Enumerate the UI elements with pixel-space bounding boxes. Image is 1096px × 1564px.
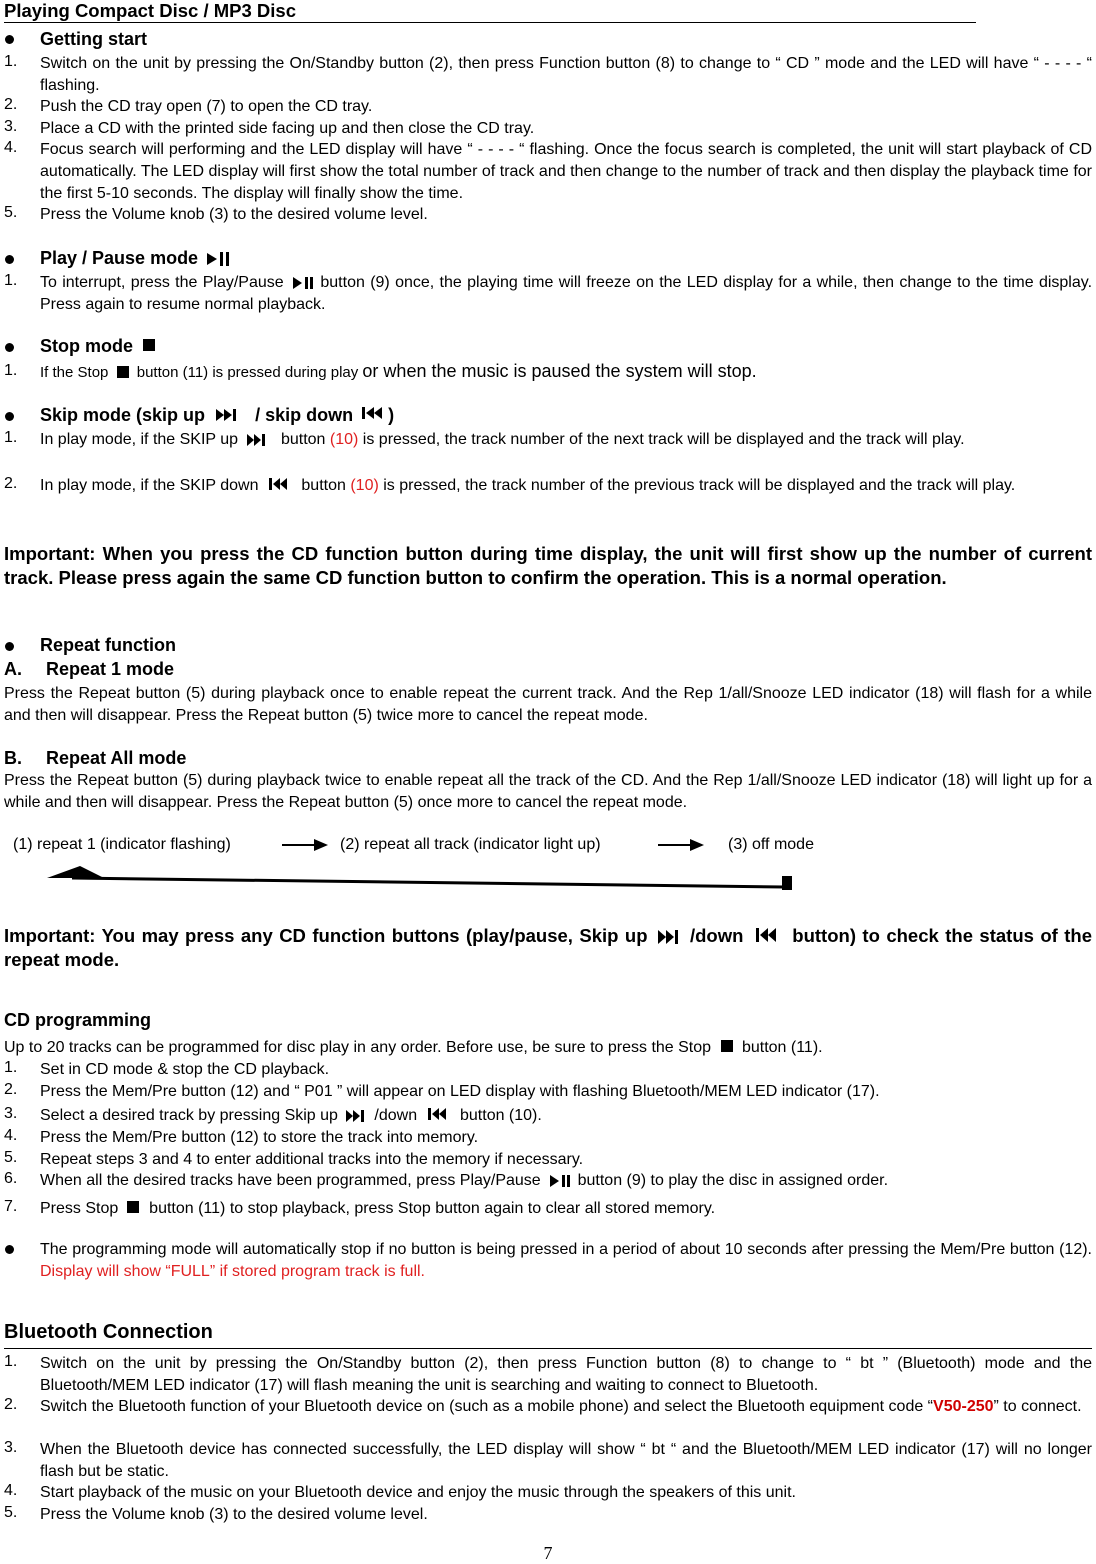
list-item <box>40 272 1092 316</box>
list-number: 5. <box>4 1504 18 1521</box>
text-span: Up to 20 tracks can be programmed for disc play in any order. Before use, be sure to press the Stop <box>4 1039 712 1056</box>
text-span: is pressed, the track number of the next track will be displayed and the track will play. <box>362 431 965 448</box>
list-item: Press the Volume knob (3) to the desired volume level. <box>40 206 428 223</box>
stop-mode-heading <box>40 336 158 357</box>
text-span: ) <box>388 405 395 425</box>
bluetooth-underline <box>4 1348 1092 1349</box>
list-item <box>40 1170 1092 1192</box>
list-item: Repeat steps 3 and 4 to enter additional tracks into the memory if necessary. <box>40 1151 584 1168</box>
play-pause-heading <box>40 248 231 269</box>
bullet <box>5 343 14 352</box>
text-span: / skip down <box>255 405 354 425</box>
text-span: Display will show “FULL” if stored program track is full. <box>40 1263 425 1280</box>
text-span: When all the desired tracks have been programmed, press Play/Pause <box>40 1172 541 1189</box>
bluetooth-heading: Bluetooth Connection <box>4 1321 213 1343</box>
bullet <box>5 642 14 651</box>
list-number: 3. <box>4 118 18 135</box>
list-number: 1. <box>4 1059 18 1076</box>
play-pause-icon <box>545 1172 573 1190</box>
text-span: /down <box>374 1107 418 1124</box>
repeat-b-title: Repeat All mode <box>46 748 187 768</box>
text-span: The programming mode will automatically stop if no button is being pressed in a period of about 10 seconds after pressing the Mem/Pre button (12). <box>40 1241 1092 1258</box>
text-span: Important: You may press any CD function buttons (play/pause, Skip up <box>4 925 648 946</box>
list-number: 5. <box>4 204 18 221</box>
arrow-right-icon <box>656 838 706 852</box>
list-number: 2. <box>4 1081 18 1098</box>
repeat-b-text: Press the Repeat button (5) during playback twice to enable repeat all the track of the CD. And the Rep 1/all/Snooze LED indicator (18) will light up for a while and then will disappear. Press the Repeat button (5) once more to cancel the repeat mode. <box>4 772 1092 811</box>
skip-down-icon <box>358 406 388 426</box>
title-underline <box>4 22 976 23</box>
list-number: 4. <box>4 1127 18 1144</box>
repeat-heading: Repeat function <box>40 635 177 655</box>
loop-back-arrow <box>42 864 796 892</box>
bullet <box>5 412 14 421</box>
skip-down-icon <box>422 1107 456 1125</box>
skip-down-icon <box>750 927 786 947</box>
repeat-a-label: A. <box>4 659 22 679</box>
bluetooth-code: V50-250 <box>933 1398 994 1415</box>
list-number: 7. <box>4 1198 18 1215</box>
skip-up-icon <box>654 927 690 947</box>
text-span: button <box>301 477 346 494</box>
text-span: /down <box>689 925 744 946</box>
list-item: When the Bluetooth device has connected successfully, the LED display will show “ bt “ and the Bluetooth/MEM LED indicator (17) will no longer flash but be static. <box>40 1441 1092 1480</box>
list-item: Push the CD tray open (7) to open the CD tray. <box>40 98 373 115</box>
list-item <box>40 360 1092 384</box>
flow-step-3: (3) off mode <box>728 836 814 853</box>
text-span: button (11) to stop playback, press Stop button again to clear all stored memory. <box>149 1200 716 1217</box>
list-item: Switch on the unit by pressing the On/Standby button (2), then press Function button (8) to change to “ bt ” (Bluetooth) mode and the Bluetooth/MEM LED indicator (17) will flash meaning the unit is searching and waiting to connect to Bluetooth. <box>40 1355 1092 1394</box>
list-item <box>40 475 1092 497</box>
list-item: Press the Mem/Pre button (12) and “ P01 ” will appear on LED display with flashing Bluetooth/MEM LED indicator (17). <box>40 1083 880 1100</box>
text-span: Press Stop <box>40 1200 119 1217</box>
page-number: 7 <box>543 1543 553 1563</box>
page-title: Playing Compact Disc / MP3 Disc <box>4 0 296 21</box>
list-number: 1. <box>4 272 18 289</box>
skip-down-icon <box>263 477 297 495</box>
list-number: 4. <box>4 1482 18 1499</box>
list-item: Set in CD mode & stop the CD playback. <box>40 1061 330 1078</box>
play-pause-heading-text: Play / Pause mode <box>40 248 199 268</box>
list-number: 4. <box>4 139 18 156</box>
list-number: 1. <box>4 362 18 379</box>
stop-icon <box>113 364 133 382</box>
list-number: 3. <box>4 1439 18 1456</box>
getting-start-heading: Getting start <box>40 29 148 49</box>
text-span: button <box>280 431 326 448</box>
list-number: 5. <box>4 1149 18 1166</box>
repeat-a-title: Repeat 1 mode <box>46 659 175 679</box>
list-number: 2. <box>4 1396 18 1413</box>
play-pause-icon <box>203 249 231 269</box>
text-span: ” to connect. <box>993 1398 1082 1415</box>
text-span: (10) <box>329 431 359 448</box>
list-item: Press the Volume knob (3) to the desired volume level. <box>40 1506 428 1523</box>
cd-programming-heading: CD programming <box>4 1010 152 1030</box>
list-item <box>40 1396 1092 1418</box>
list-number: 3. <box>4 1105 18 1122</box>
text-span: (10) <box>350 477 379 494</box>
skip-up-icon <box>342 1107 374 1125</box>
flow-step-2: (2) repeat all track (indicator light up) <box>340 836 601 853</box>
list-item: Start playback of the music on your Bluetooth device and enjoy the music through the speakers of this unit. <box>40 1484 796 1501</box>
stop-mode-heading-text: Stop mode <box>40 336 133 356</box>
text-span: To interrupt, press the Play/Pause <box>40 274 284 291</box>
skip-up-icon <box>210 406 250 426</box>
text-span: If the Stop <box>40 364 109 381</box>
text-span: In play mode, if the SKIP up <box>40 431 239 448</box>
bullet <box>5 255 14 264</box>
list-number: 6. <box>4 1170 18 1187</box>
list-item <box>40 429 1092 451</box>
text-span: button (9) once, the playing time will freeze on the LED display for a while, then change to the time display. Press again to resume normal playback. <box>40 274 1093 313</box>
bullet <box>5 1245 14 1254</box>
list-item <box>40 1198 1092 1220</box>
bullet <box>5 35 14 44</box>
list-number: 1. <box>4 1353 18 1370</box>
text-span: button (11) is pressed during play <box>136 364 359 381</box>
text-span: button (10). <box>460 1107 542 1124</box>
stop-icon <box>123 1200 145 1218</box>
play-pause-icon <box>289 274 315 292</box>
programming-note <box>40 1239 1092 1283</box>
list-number: 2. <box>4 96 18 113</box>
skip-up-icon <box>243 431 277 449</box>
text-span: button) to check the status of the repeat mode. <box>4 925 1093 970</box>
text-span: Skip mode (skip up <box>40 405 206 425</box>
list-item <box>40 1105 1092 1127</box>
cd-programming-intro <box>4 1037 1092 1059</box>
list-number: 1. <box>4 429 18 446</box>
stop-icon <box>138 337 158 357</box>
text-span: button (11). <box>741 1039 823 1056</box>
repeat-a-text: Press the Repeat button (5) during playback once to enable repeat the current track. And the Rep 1/all/Snooze LED indicator (18) will flash for a while and then will disappear. Press the Repeat button (5) twice more to cancel the repeat mode. <box>4 685 1092 724</box>
text-span: In play mode, if the SKIP down <box>40 477 259 494</box>
text-span: Switch the Bluetooth function of your Bluetooth device on (such as a mobile phone) and select the Bluetooth equipment code “ <box>40 1398 934 1415</box>
list-number: 1. <box>4 53 18 70</box>
list-item: Focus search will performing and the LED display will have “ - - - - “ flashing. Once the focus search is completed, the unit will start playback of CD automatically. The LED display will first show the total number of track and then change to the number of track and then display the playback time for the first 5-10 seconds. The display will finally show the time. <box>40 141 1092 202</box>
text-span: button (9) to play the disc in assigned order. <box>577 1172 889 1189</box>
flow-step-1: (1) repeat 1 (indicator flashing) <box>13 836 231 853</box>
list-item: Press the Mem/Pre button (12) to store the track into memory. <box>40 1129 479 1146</box>
text-span: Select a desired track by pressing Skip up <box>40 1107 338 1124</box>
list-item: Switch on the unit by pressing the On/Standby button (2), then press Function button (8) to change to “ CD ” mode and the LED will have “ - - - - “ flashing. <box>40 55 1092 94</box>
text-span: is pressed, the track number of the previous track will be displayed and the track will play. <box>383 477 1016 494</box>
repeat-b-label: B. <box>4 748 22 768</box>
list-item: Place a CD with the printed side facing up and then close the CD tray. <box>40 120 535 137</box>
important-note: Important: When you press the CD function button during time display, the unit will first show up the number of current track. Please press again the same CD function button to confirm the operation. This is a normal operation. <box>4 543 1092 588</box>
skip-mode-heading <box>40 405 394 426</box>
list-number: 2. <box>4 475 18 492</box>
important-repeat-note <box>4 924 1092 972</box>
text-span: or when the music is paused the system will stop. <box>362 361 757 381</box>
arrow-right-icon <box>280 838 330 852</box>
stop-icon <box>716 1039 738 1057</box>
